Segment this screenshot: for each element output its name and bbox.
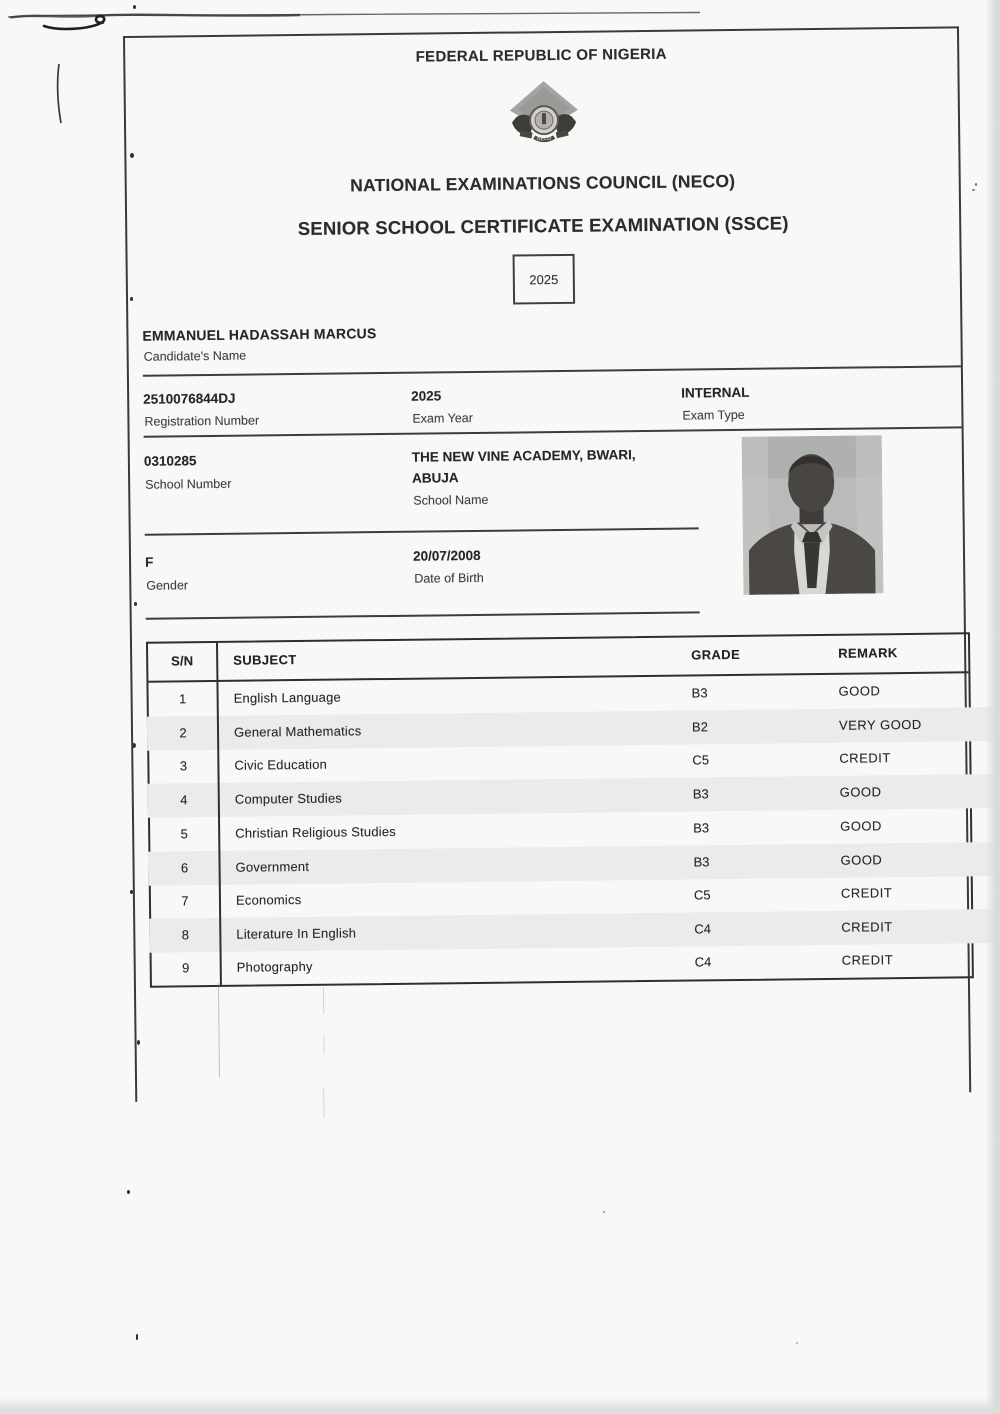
cell-grade: C5	[693, 887, 711, 903]
candidate-photo	[742, 435, 884, 595]
scanner-edge-shadow-bottom	[0, 1397, 1000, 1414]
exam-year-label: Exam Year	[412, 410, 473, 426]
cell-subject: Economics	[235, 892, 302, 908]
cell-sn: 7	[181, 893, 189, 909]
cell-grade: C4	[694, 921, 712, 937]
registration-number-label: Registration Number	[144, 413, 260, 429]
scan-speck	[972, 189, 975, 191]
school-name-label: School Name	[413, 492, 489, 508]
cell-subject: Civic Education	[234, 756, 328, 773]
cell-remark: GOOD	[840, 852, 883, 868]
svg-text:NECO: NECO	[536, 136, 552, 143]
cell-subject: Literature In English	[236, 925, 357, 942]
scan-speck	[136, 1334, 138, 1340]
exam-type-label: Exam Type	[682, 407, 745, 423]
cell-remark: GOOD	[838, 683, 881, 699]
gender-label: Gender	[146, 578, 189, 593]
cell-remark: CREDIT	[840, 885, 893, 901]
certificate-body	[123, 26, 971, 1102]
council-title: NATIONAL EXAMINATIONS COUNCIL (NECO)	[350, 170, 736, 196]
scan-speck	[796, 1342, 798, 1344]
cell-subject: English Language	[233, 689, 342, 706]
field-divider-line	[145, 527, 699, 535]
cell-sn: 9	[182, 960, 190, 976]
cell-subject: General Mathematics	[233, 723, 362, 740]
cell-subject: Government	[235, 858, 310, 875]
cell-sn: 3	[179, 758, 188, 774]
header-grade: GRADE	[691, 646, 741, 663]
cell-remark: CREDIT	[841, 952, 894, 968]
cell-grade: B3	[693, 854, 710, 870]
cell-sn: 5	[180, 826, 188, 842]
cell-subject: Christian Religious Studies	[235, 823, 397, 841]
school-name-line2: ABUJA	[412, 470, 459, 486]
date-of-birth-label: Date of Birth	[414, 570, 484, 586]
neco-coat-of-arms-logo	[504, 79, 585, 152]
cell-grade: B3	[693, 820, 710, 836]
scan-line-artifact	[323, 1088, 324, 1118]
cell-grade: B3	[692, 786, 709, 802]
school-number-label: School Number	[145, 476, 232, 492]
scan-speck	[975, 183, 977, 186]
cell-grade: C5	[692, 752, 710, 768]
candidate-name-label: Candidate's Name	[143, 348, 247, 364]
scan-speck	[133, 5, 136, 9]
header-subject: SUBJECT	[233, 652, 297, 668]
cell-subject: Photography	[236, 958, 313, 975]
cell-remark: CREDIT	[839, 750, 891, 766]
cell-sn: 8	[181, 927, 190, 943]
exam-title: SENIOR SCHOOL CERTIFICATE EXAMINATION (SSCE)	[297, 212, 789, 239]
gender-value: F	[144, 554, 154, 570]
cell-remark: VERY GOOD	[838, 716, 922, 733]
cell-subject: Computer Studies	[234, 790, 343, 807]
exam-year-box-value: 2025	[529, 271, 559, 287]
cell-grade: C4	[694, 954, 712, 970]
cell-sn: 1	[178, 691, 187, 707]
cell-remark: GOOD	[840, 818, 882, 834]
scan-line-artifact	[218, 983, 220, 1077]
cell-sn: 4	[180, 792, 188, 808]
scan-line-artifact	[324, 1036, 325, 1054]
scan-speck	[127, 1190, 130, 1194]
cell-sn: 6	[180, 860, 189, 876]
exam-type-value: INTERNAL	[681, 384, 750, 401]
cell-remark: GOOD	[839, 784, 882, 800]
school-number-value: 0310285	[143, 453, 197, 469]
scan-speck	[603, 1211, 605, 1213]
candidate-name-value: EMMANUEL HADASSAH MARCUS	[142, 325, 377, 344]
exam-year-value: 2025	[411, 388, 442, 404]
field-divider-line	[143, 365, 961, 376]
cell-grade: B2	[691, 719, 708, 735]
field-divider-line	[146, 611, 700, 619]
exam-year-box	[513, 254, 576, 305]
country-title: FEDERAL REPUBLIC OF NIGERIA	[415, 45, 667, 66]
cell-grade: B3	[691, 685, 708, 701]
header-remark: REMARK	[838, 645, 898, 661]
cell-remark: CREDIT	[841, 919, 893, 935]
scanner-edge-shadow-right	[985, 0, 1000, 1414]
cell-sn: 2	[179, 725, 187, 741]
registration-number-value: 2510076844DJ	[143, 390, 236, 407]
date-of-birth-value: 20/07/2008	[412, 547, 481, 564]
header-sn: S/N	[170, 653, 194, 669]
results-table	[146, 632, 974, 987]
school-name-line1: THE NEW VINE ACADEMY, BWARI,	[411, 447, 636, 465]
scan-line-artifact	[323, 988, 324, 1014]
